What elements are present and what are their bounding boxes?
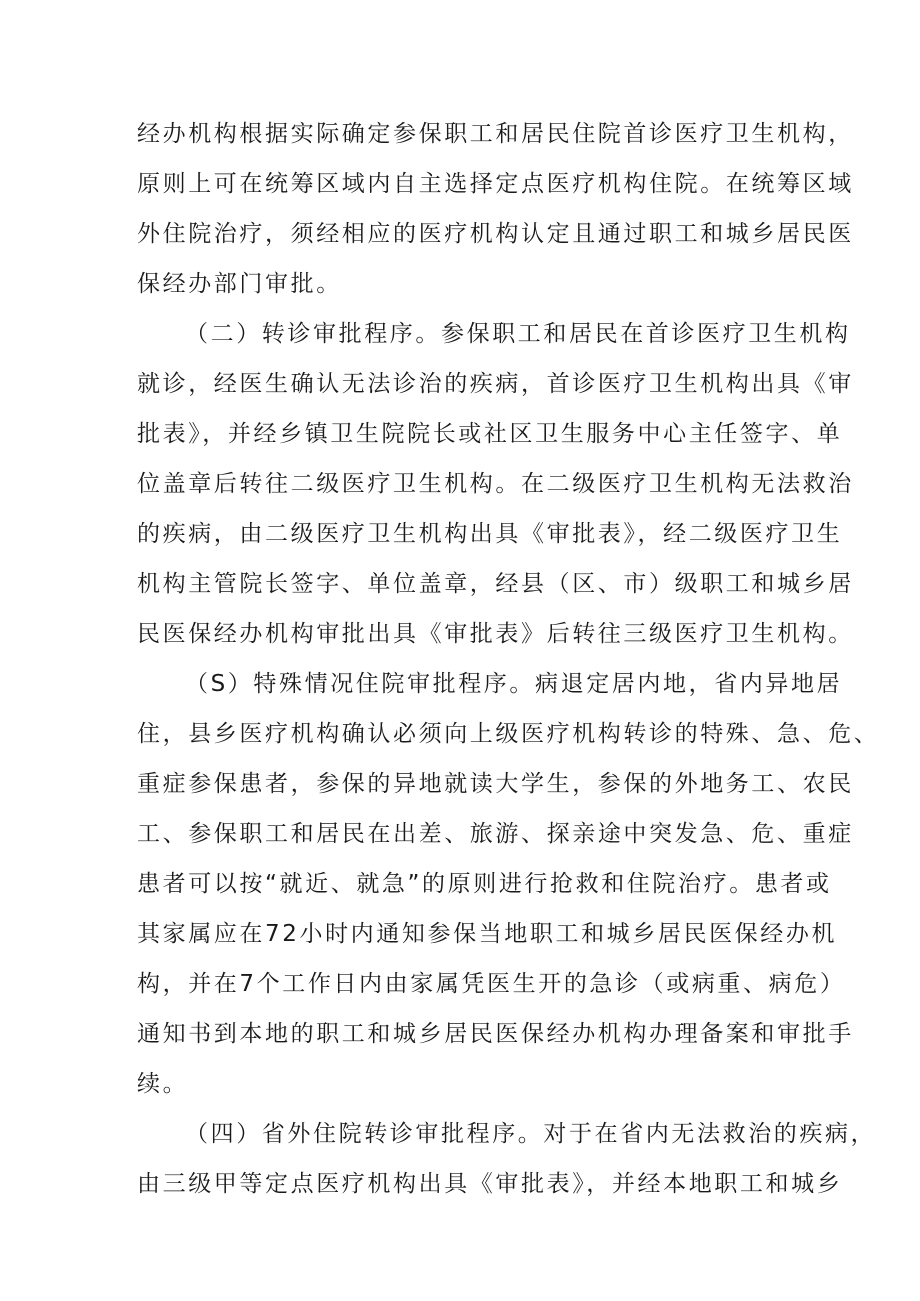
text-line: 批表》，并经乡镇卫生院院长或社区卫生服务中心主任签字、单	[137, 421, 843, 447]
text-line: 民医保经办机构审批出具《审批表》后转往三级医疗卫生机构。	[137, 621, 854, 647]
text-line: 经办机构根据实际确定参保职工和居民住院首诊医疗卫生机构，	[137, 121, 854, 147]
paragraph-start-line: （四）省外住院转诊审批程序。对于在省内无法救治的疾病，	[185, 1121, 877, 1147]
text-line: 构，并在7个工作日内由家属凭医生开的急诊（或病重、病危）	[137, 971, 846, 997]
text-line: 续。	[137, 1071, 189, 1097]
text-line: 住，县乡医疗机构确认必须向上级医疗机构转诊的特殊、急、危、	[137, 721, 880, 747]
text-line: 患者可以按“就近、就急”的原则进行抢救和住院治疗。患者或	[137, 871, 832, 897]
text-line: 其家属应在72小时内通知参保当地职工和城乡居民医保经办机	[137, 921, 838, 947]
text-line: 保经办部门审批。	[137, 271, 342, 297]
text-line: 由三级甲等定点医疗机构出具《审批表》，并经本地职工和城乡	[137, 1171, 843, 1197]
text-line: 位盖章后转往二级医疗卫生机构。在二级医疗卫生机构无法救治	[137, 471, 854, 497]
text-line: 通知书到本地的职工和城乡居民医保经办机构办理备案和审批手	[137, 1021, 854, 1047]
text-line: 重症参保患者，参保的异地就读大学生，参保的外地务工、农民	[137, 771, 854, 797]
text-line: 外住院治疗，须经相应的医疗机构认定且通过职工和城乡居民医	[137, 221, 854, 247]
paragraph-start-line: （S）特殊情况住院审批程序。病退定居内地，省内异地居	[185, 671, 843, 697]
text-line: 的疾病，由二级医疗卫生机构出具《审批表》，经二级医疗卫生	[137, 521, 843, 547]
paragraph-start-line: （二）转诊审批程序。参保职工和居民在首诊医疗卫生机构	[185, 321, 851, 347]
text-line: 就诊，经医生确认无法诊治的疾病，首诊医疗卫生机构出具《审	[137, 371, 854, 397]
text-line: 机构主管院长签字、单位盖章，经县（区、市）级职工和城乡居	[137, 571, 854, 597]
text-line: 原则上可在统筹区域内自主选择定点医疗机构住院。在统筹区域	[137, 171, 854, 197]
text-line: 工、参保职工和居民在出差、旅游、探亲途中突发急、危、重症	[137, 821, 854, 847]
